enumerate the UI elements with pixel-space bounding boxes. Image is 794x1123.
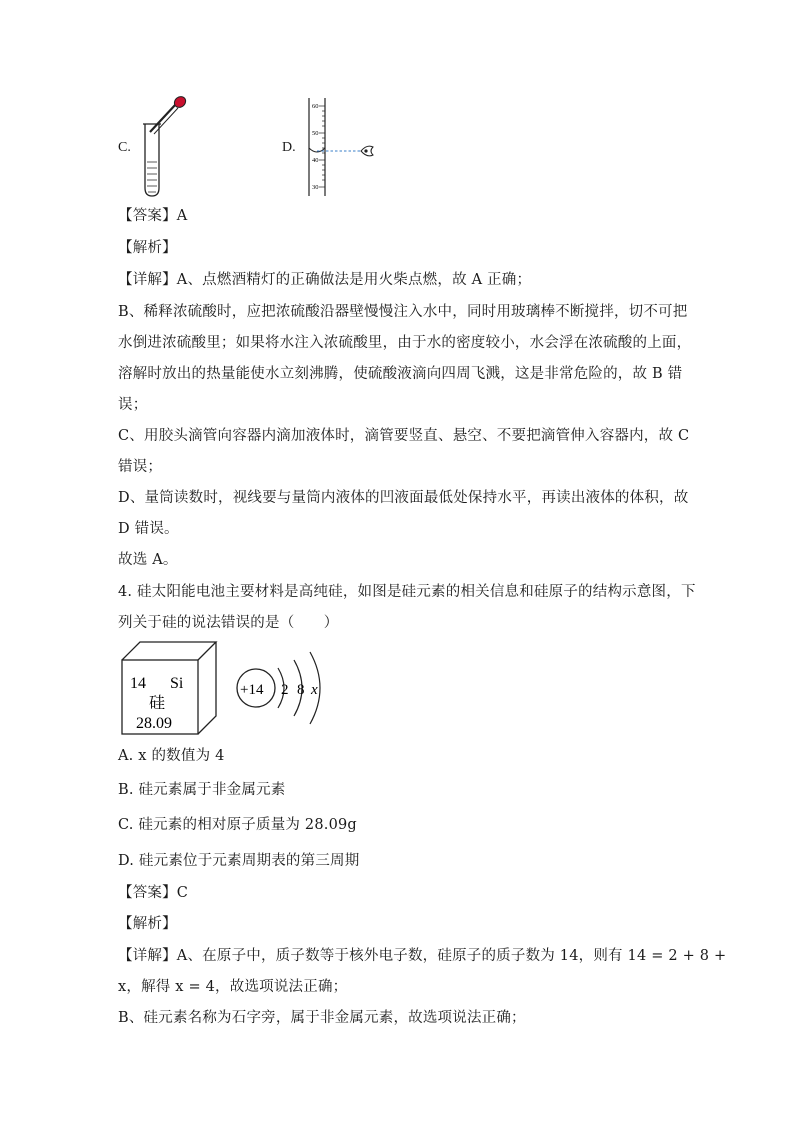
q3-analysis-heading: 【解析】 [118,240,177,256]
q4-detail-line3: B、硅元素名称为石字旁，属于非金属元素，故选项说法正确； [118,1010,526,1026]
q3-detail-line: C、用胶头滴管向容器内滴加液体时，滴管要竖直、悬空、不要把滴管伸入容器内，故 C [118,428,690,444]
option-c-label: C. [118,140,131,155]
cylinder-tick-30: 30 [312,184,319,191]
q4-stem-line1: 4. 硅太阳能电池主要材料是高纯硅，如图是硅元素的相关信息和硅原子的结构示意图，下 [118,584,696,600]
shell3-electrons: x [311,682,318,698]
shell1-electrons: 2 [281,682,289,698]
q3-detail-line: D、量筒读数时，视线要与量筒内液体的凹液面最低处保持水平，再读出液体的体积，故 [118,490,689,506]
nucleus-charge: +14 [240,682,264,698]
cylinder-tick-40: 40 [312,157,319,164]
q4-detail-line1: 【详解】A、在原子中，质子数等于核外电子数，硅原子的质子数为 14，则有 14 = 2 + 8 + [118,948,727,964]
q3-detail-line: 水倒进浓硫酸里；如果将水注入浓硫酸里，由于水的密度较小，水会浮在浓硫酸的上面， [118,335,692,351]
silicon-element-figure [118,638,338,738]
q4-stem-line2: 列关于硅的说法错误的是（ ） [118,615,339,631]
q3-detail-line: D 错误。 [118,521,179,537]
dropper-icon [150,94,188,134]
q4-answer: 【答案】C [118,885,189,901]
q4-option-c: C. 硅元素的相对原子质量为 28.09g [118,817,357,833]
q3-detail-line: B、稀释浓硫酸时，应把浓硫酸沿器壁慢慢注入水中，同时用玻璃棒不断搅拌，切不可把 [118,304,688,320]
element-symbol: Si [170,675,184,692]
element-name: 硅 [149,695,166,712]
q3-detail-line: 误； [118,397,148,413]
option-d-label: D. [282,140,296,155]
shell2-electrons: 8 [297,682,305,698]
q3-detail-line: 溶解时放出的热量能使水立刻沸腾，使硫酸液滴向四周飞溅，这是非常危险的，故 B 错 [118,366,683,382]
eye-icon [361,146,373,156]
element-mass: 28.09 [136,715,172,732]
q3-detail-line: 错误； [118,459,163,475]
element-atomic-number: 14 [130,675,146,692]
q3-answer: 【答案】A [118,208,188,224]
q4-option-a: A. x 的数值为 4 [118,748,225,764]
q4-option-d: D. 硅元素位于元素周期表的第三周期 [118,853,360,869]
q4-detail-line2: x，解得 x = 4，故选项说法正确； [118,979,348,995]
atom-structure-diagram [237,652,320,724]
q3-detail-line: 【详解】A、点燃酒精灯的正确做法是用火柴点燃，故 A 正确； [118,272,532,288]
q4-option-b: B. 硅元素属于非金属元素 [118,782,286,798]
cylinder-tick-60: 60 [312,103,319,110]
dropper-test-tube-figure [130,92,200,202]
graduated-cylinder-figure [295,96,385,200]
q4-analysis-heading: 【解析】 [118,916,177,932]
cylinder-tick-50: 50 [312,130,319,137]
q3-detail-line: 故选 A。 [118,552,178,568]
test-tube-icon [143,124,161,196]
